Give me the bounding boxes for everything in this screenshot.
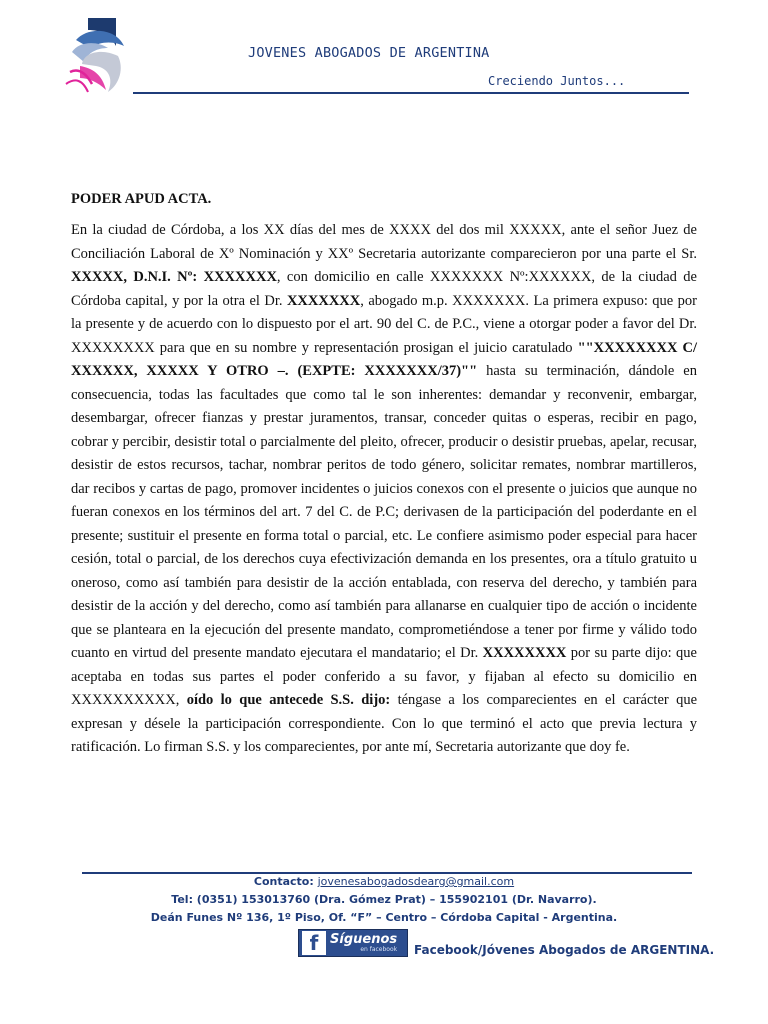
document-title: PODER APUD ACTA. xyxy=(71,191,212,207)
body-text: , abogado m.p. XXXXXXX. La primera expuso: que por la presente y de acuerdo con lo dispuesto por el art. 90 del C. de P.C., viene a otorgar poder a favor del Dr. XXXXXXXX para que en su nombre y representación prosigan el juicio caratulado xyxy=(71,292,697,356)
case-caption: ""XXXXXXXX C/ XXXXXX, XXXXX Y OTRO –. (EXPTE: XXXXXXX/37)"" xyxy=(71,339,697,379)
jaa-logo-icon xyxy=(58,12,134,96)
contact-label: Contacto: xyxy=(253,875,314,888)
body-bold-text: XXXXX, D.N.I. Nº: XXXXXXX xyxy=(71,269,277,285)
footer-contact xyxy=(0,875,768,888)
facebook-badge-sub: en facebook xyxy=(360,946,398,953)
tagline: Creciendo Juntos... xyxy=(488,74,626,88)
facebook-page-label: Facebook/Jóvenes Abogados de ARGENTINA. xyxy=(414,943,715,957)
footer-divider xyxy=(82,872,692,874)
body-bold-text: XXXXXXXX xyxy=(482,645,567,661)
document-body xyxy=(71,219,697,760)
organization-name: JOVENES ABOGADOS DE ARGENTINA xyxy=(248,45,490,61)
footer-phone: Tel: (0351) 153013760 (Dra. Gómez Prat) – 155902101 (Dr. Navarro). xyxy=(171,893,597,906)
body-text: por su parte dijo: que aceptaba en todas sus partes el poder conferido a su favor, y fijaban al efecto su domicilio en XXXXXXXXXX, xyxy=(71,645,697,708)
body-text: , con domicilio en calle XXXXXXX Nº:XXXXXX, de la ciudad de Córdoba capital, y por la otra el Dr. xyxy=(71,269,697,309)
body-bold-text: oído lo que antecede S.S. dijo: xyxy=(186,692,391,708)
facebook-follow-button[interactable] xyxy=(298,929,408,957)
email-link[interactable]: jovenesabogadosdearg@gmail.com xyxy=(317,875,515,888)
header-divider xyxy=(133,92,689,94)
facebook-badge-main: Síguenos xyxy=(330,932,398,947)
body-text: hasta su terminación, dándole en consecuencia, todas las facultades que como tal le son inherentes: demandar y reconvenir, embargar, desembargar, ofrecer fianzas y prestar juramentos, transar, conceder quitas o esperas, recibir en pago, cobrar y percibir, desistir total o parcialmente del pleito, ofrecer, producir o desistir pruebas, apelar, recusar, desistir de estos recursos, tachar, nombrar peritos de todo género, solicitar remates, nombrar martilleros, dar recibos y cartas de pago, promover incidentes o juicios conexos con el presente o juicios que aunque no fueran conexos en los términos del art. 7 del C. de P.C; derivasen de la participación del poderdante en el presente; sustituir el presente en forma total o parcial, etc. Le confiere asimismo poder especial para hacer cesión, total o parcial, de los derechos cuya efectivización demanda en los presentes, ora a título gratuito u oneroso, como así también para desistir de la acción entablada, con reserva del derecho, y también para desistir de la acción y del derecho, como así también para allanarse en cualquier tipo de acción o incidente que se planteara en la ejecución del presente mandato, comprometiéndose a tener por firme y válido todo cuanto en virtud del presente mandato ejecutara el mandatario; el Dr. xyxy=(71,363,697,661)
body-text: En la ciudad de Córdoba, a los XX días del mes de XXXX del dos mil XXXXX, ante el señor Juez de Conciliación Laboral de Xº Nominación y XXº Secretaria autorizante comparecieron por una parte el Sr. xyxy=(71,222,697,262)
footer-address: Deán Funes Nº 136, 1º Piso, Of. “F” – Centro – Córdoba Capital - Argentina. xyxy=(150,911,618,924)
facebook-icon: f xyxy=(302,931,326,955)
body-text: téngase a los comparecientes en el carácter que expresan y désele la participación correspondiente. Con lo que terminó el acto que previa lectura y ratificación. Lo firman S.S. y los comparecientes, por ante mí, Secretaria autorizante que doy fe. xyxy=(71,692,698,755)
body-bold-text: XXXXXXX xyxy=(286,292,361,309)
facebook-badge-text xyxy=(330,933,397,953)
